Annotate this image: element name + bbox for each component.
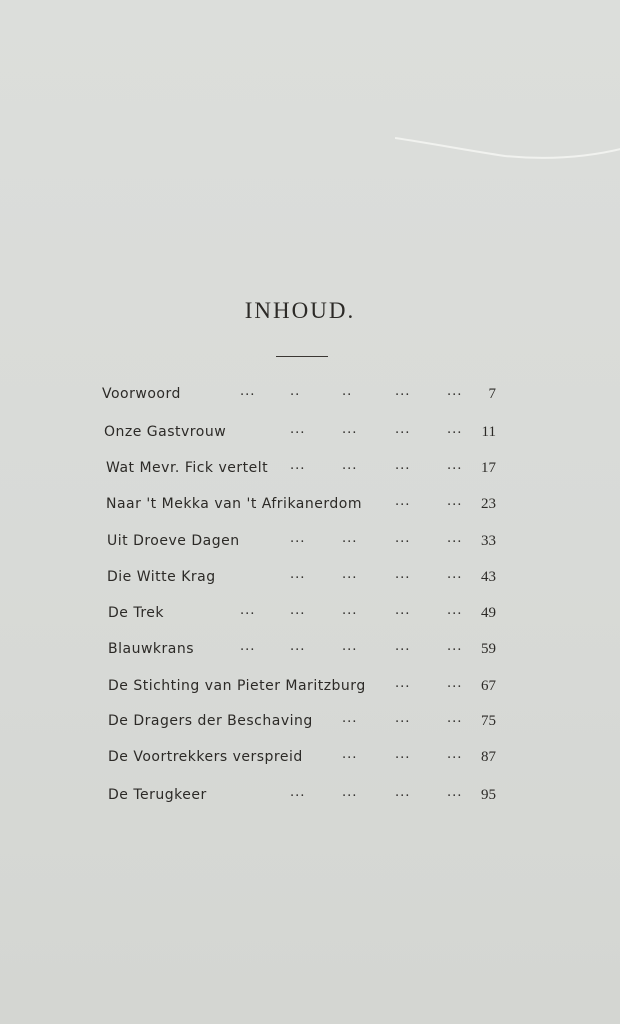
leader-dots: ... (447, 567, 463, 582)
toc-entry (0, 533, 620, 555)
leader-dots: ... (447, 384, 463, 399)
toc-page-number: 11 (481, 424, 496, 440)
toc-entry (0, 605, 620, 627)
leader-dots: ... (447, 603, 463, 618)
toc-page-number: 49 (481, 605, 496, 621)
leader-dots: ... (395, 603, 411, 618)
leader-dots: ... (447, 711, 463, 726)
leader-dots: ... (342, 639, 358, 654)
leader-dots: ... (395, 494, 411, 509)
leader-dots: .. (342, 384, 353, 399)
leader-dots: ... (290, 458, 306, 473)
toc-entry-title: Voorwoord (102, 386, 181, 402)
leader-dots: ... (240, 603, 256, 618)
leader-dots: ... (290, 785, 306, 800)
toc-entry (0, 713, 620, 735)
toc-entry-title: Wat Mevr. Fick vertelt (106, 460, 269, 476)
leader-dots: ... (290, 531, 306, 546)
leader-dots: ... (290, 639, 306, 654)
toc-entry (0, 749, 620, 771)
toc-entry (0, 424, 620, 446)
toc-entry (0, 386, 620, 408)
leader-dots: ... (290, 567, 306, 582)
leader-dots: ... (395, 639, 411, 654)
leader-dots: ... (342, 531, 358, 546)
toc-page-number: 95 (481, 787, 496, 803)
toc-page-number: 67 (481, 678, 496, 694)
leader-dots: ... (447, 494, 463, 509)
toc-page-number: 7 (488, 386, 496, 402)
leader-dots: ... (447, 639, 463, 654)
toc-entry-title: Naar 't Mekka van 't Afrikanerdom (106, 496, 362, 512)
title-rule (276, 356, 328, 357)
page-title: INHOUD. (244, 298, 356, 323)
leader-dots: ... (342, 458, 358, 473)
toc-entry-title: De Voortrekkers verspreid (108, 749, 303, 765)
leader-dots: ... (395, 531, 411, 546)
paper-tear-mark (395, 128, 620, 168)
leader-dots: ... (395, 422, 411, 437)
toc-entry (0, 460, 620, 482)
leader-dots: ... (342, 711, 358, 726)
toc-entry-title: De Dragers der Beschaving (108, 713, 313, 729)
toc-entry-title: Die Witte Krag (107, 569, 216, 585)
toc-page-number: 17 (481, 460, 496, 476)
leader-dots: ... (342, 422, 358, 437)
toc-entry-title: Onze Gastvrouw (104, 424, 227, 440)
leader-dots: ... (395, 458, 411, 473)
toc-page-number: 33 (481, 533, 496, 549)
toc-entry-title: Blauwkrans (108, 641, 195, 657)
toc-entry-title: De Trek (108, 605, 165, 621)
leader-dots: ... (342, 603, 358, 618)
leader-dots: ... (447, 676, 463, 691)
toc-page-number: 87 (481, 749, 496, 765)
toc-entry-title: De Stichting van Pieter Maritzburg (108, 678, 366, 694)
toc-page-number: 59 (481, 641, 496, 657)
toc-entry-title: Uit Droeve Dagen (107, 533, 240, 549)
leader-dots: ... (395, 785, 411, 800)
leader-dots: ... (342, 747, 358, 762)
toc-page-number: 43 (481, 569, 496, 585)
leader-dots: ... (342, 785, 358, 800)
toc-entry (0, 787, 620, 809)
leader-dots: ... (447, 458, 463, 473)
leader-dots: ... (447, 422, 463, 437)
leader-dots: ... (395, 567, 411, 582)
leader-dots: ... (447, 785, 463, 800)
toc-entry-title: De Terugkeer (108, 787, 207, 803)
leader-dots: ... (447, 531, 463, 546)
leader-dots: ... (240, 384, 256, 399)
leader-dots: ... (240, 639, 256, 654)
toc-entry (0, 678, 620, 700)
toc-entry (0, 641, 620, 663)
leader-dots: ... (395, 711, 411, 726)
leader-dots: ... (342, 567, 358, 582)
leader-dots: ... (395, 676, 411, 691)
leader-dots: ... (447, 747, 463, 762)
toc-page-number: 75 (481, 713, 496, 729)
leader-dots: ... (290, 422, 306, 437)
leader-dots: ... (395, 747, 411, 762)
leader-dots: .. (290, 384, 301, 399)
toc-page-number: 23 (481, 496, 496, 512)
toc-entry (0, 569, 620, 591)
leader-dots: ... (290, 603, 306, 618)
leader-dots: ... (395, 384, 411, 399)
toc-entry (0, 496, 620, 518)
